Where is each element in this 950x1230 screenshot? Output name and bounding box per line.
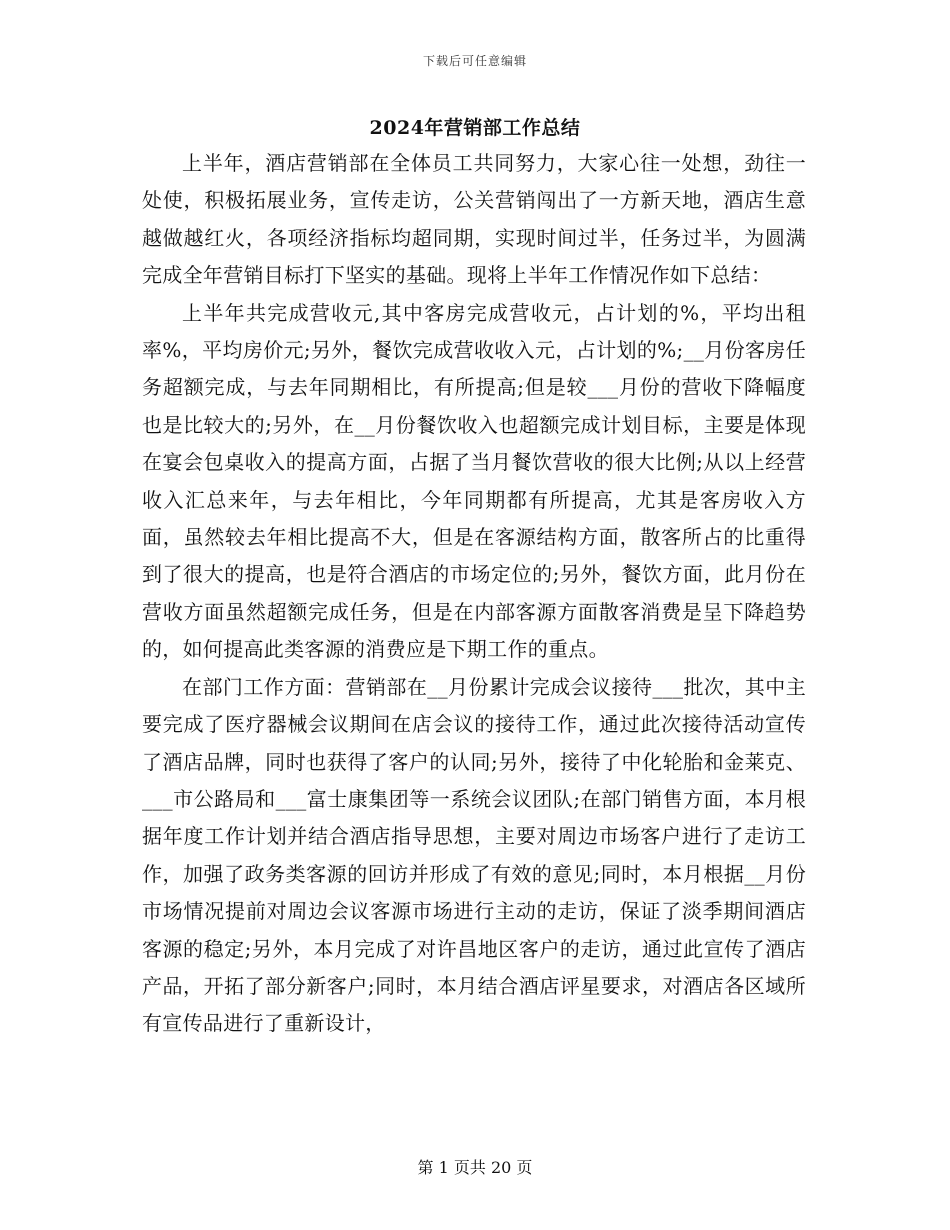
document-body bbox=[142, 145, 806, 1043]
paragraph-intro: 上半年，酒店营销部在全体员工共同努力，大家心往一处想，劲往一处使，积极拓展业务，宣传走访，公关营销闯出了一方新天地，酒店生意越做越红火，各项经济指标均超同期，实现时间过半，任务过半，为圆满完成全年营销目标打下坚实的基础。现将上半年工作情况作如下总结： bbox=[142, 151, 806, 288]
document-title: 2024年营销部工作总结 bbox=[369, 117, 581, 139]
header-note: 下载后可任意编辑 bbox=[422, 54, 527, 68]
page-number: 第 1 页共 20 页 bbox=[417, 1158, 533, 1177]
paragraph-department-work: 在部门工作方面：营销部在__月份累计完成会议接待___批次，其中主要完成了医疗器械会议期间在店会议的接待工作，通过此次接待活动宣传了酒店品牌，同时也获得了客户的认同;另外，接待了中化轮胎和金莱克、___市公路局和___富士康集团等一系统会议团队;在部门销售方面，本月根据年度工作计划并结合酒店指导思想，主要对周边市场客户进行了走访工作，加强了政务类客源的回访并形成了有效的意见;同时，本月根据__月份市场情况提前对周边会议客源市场进行主动的走访，保证了淡季期间酒店客源的稳定;另外，本月完成了对许昌地区客户的走访，通过此宣传了酒店产品，开拓了部分新客户;同时，本月结合酒店评星要求，对酒店各区域所有宣传品进行了重新设计， bbox=[142, 674, 806, 1036]
paragraph-revenue: 上半年共完成营收元,其中客房完成营收元，占计划的%，平均出租率%，平均房价元;另外，餐饮完成营收收入元，占计划的%;__月份客房任务超额完成，与去年同期相比，有所提高;但是较___月份的营收下降幅度也是比较大的;另外，在__月份餐饮收入也超额完成计划目标，主要是体现在宴会包桌收入的提高方面，占据了当月餐饮营收的很大比例;从以上经营收入汇总来年，与去年相比，今年同期都有所提高，尤其是客房收入方面，虽然较去年相比提高不大，但是在客源结构方面，散客所占的比重得到了很大的提高，也是符合酒店的市场定位的;另外，餐饮方面，此月份在营收方面虽然超额完成任务，但是在内部客源方面散客消费是呈下降趋势的，如何提高此类客源的消费应是下期工作的重点。 bbox=[142, 300, 806, 662]
